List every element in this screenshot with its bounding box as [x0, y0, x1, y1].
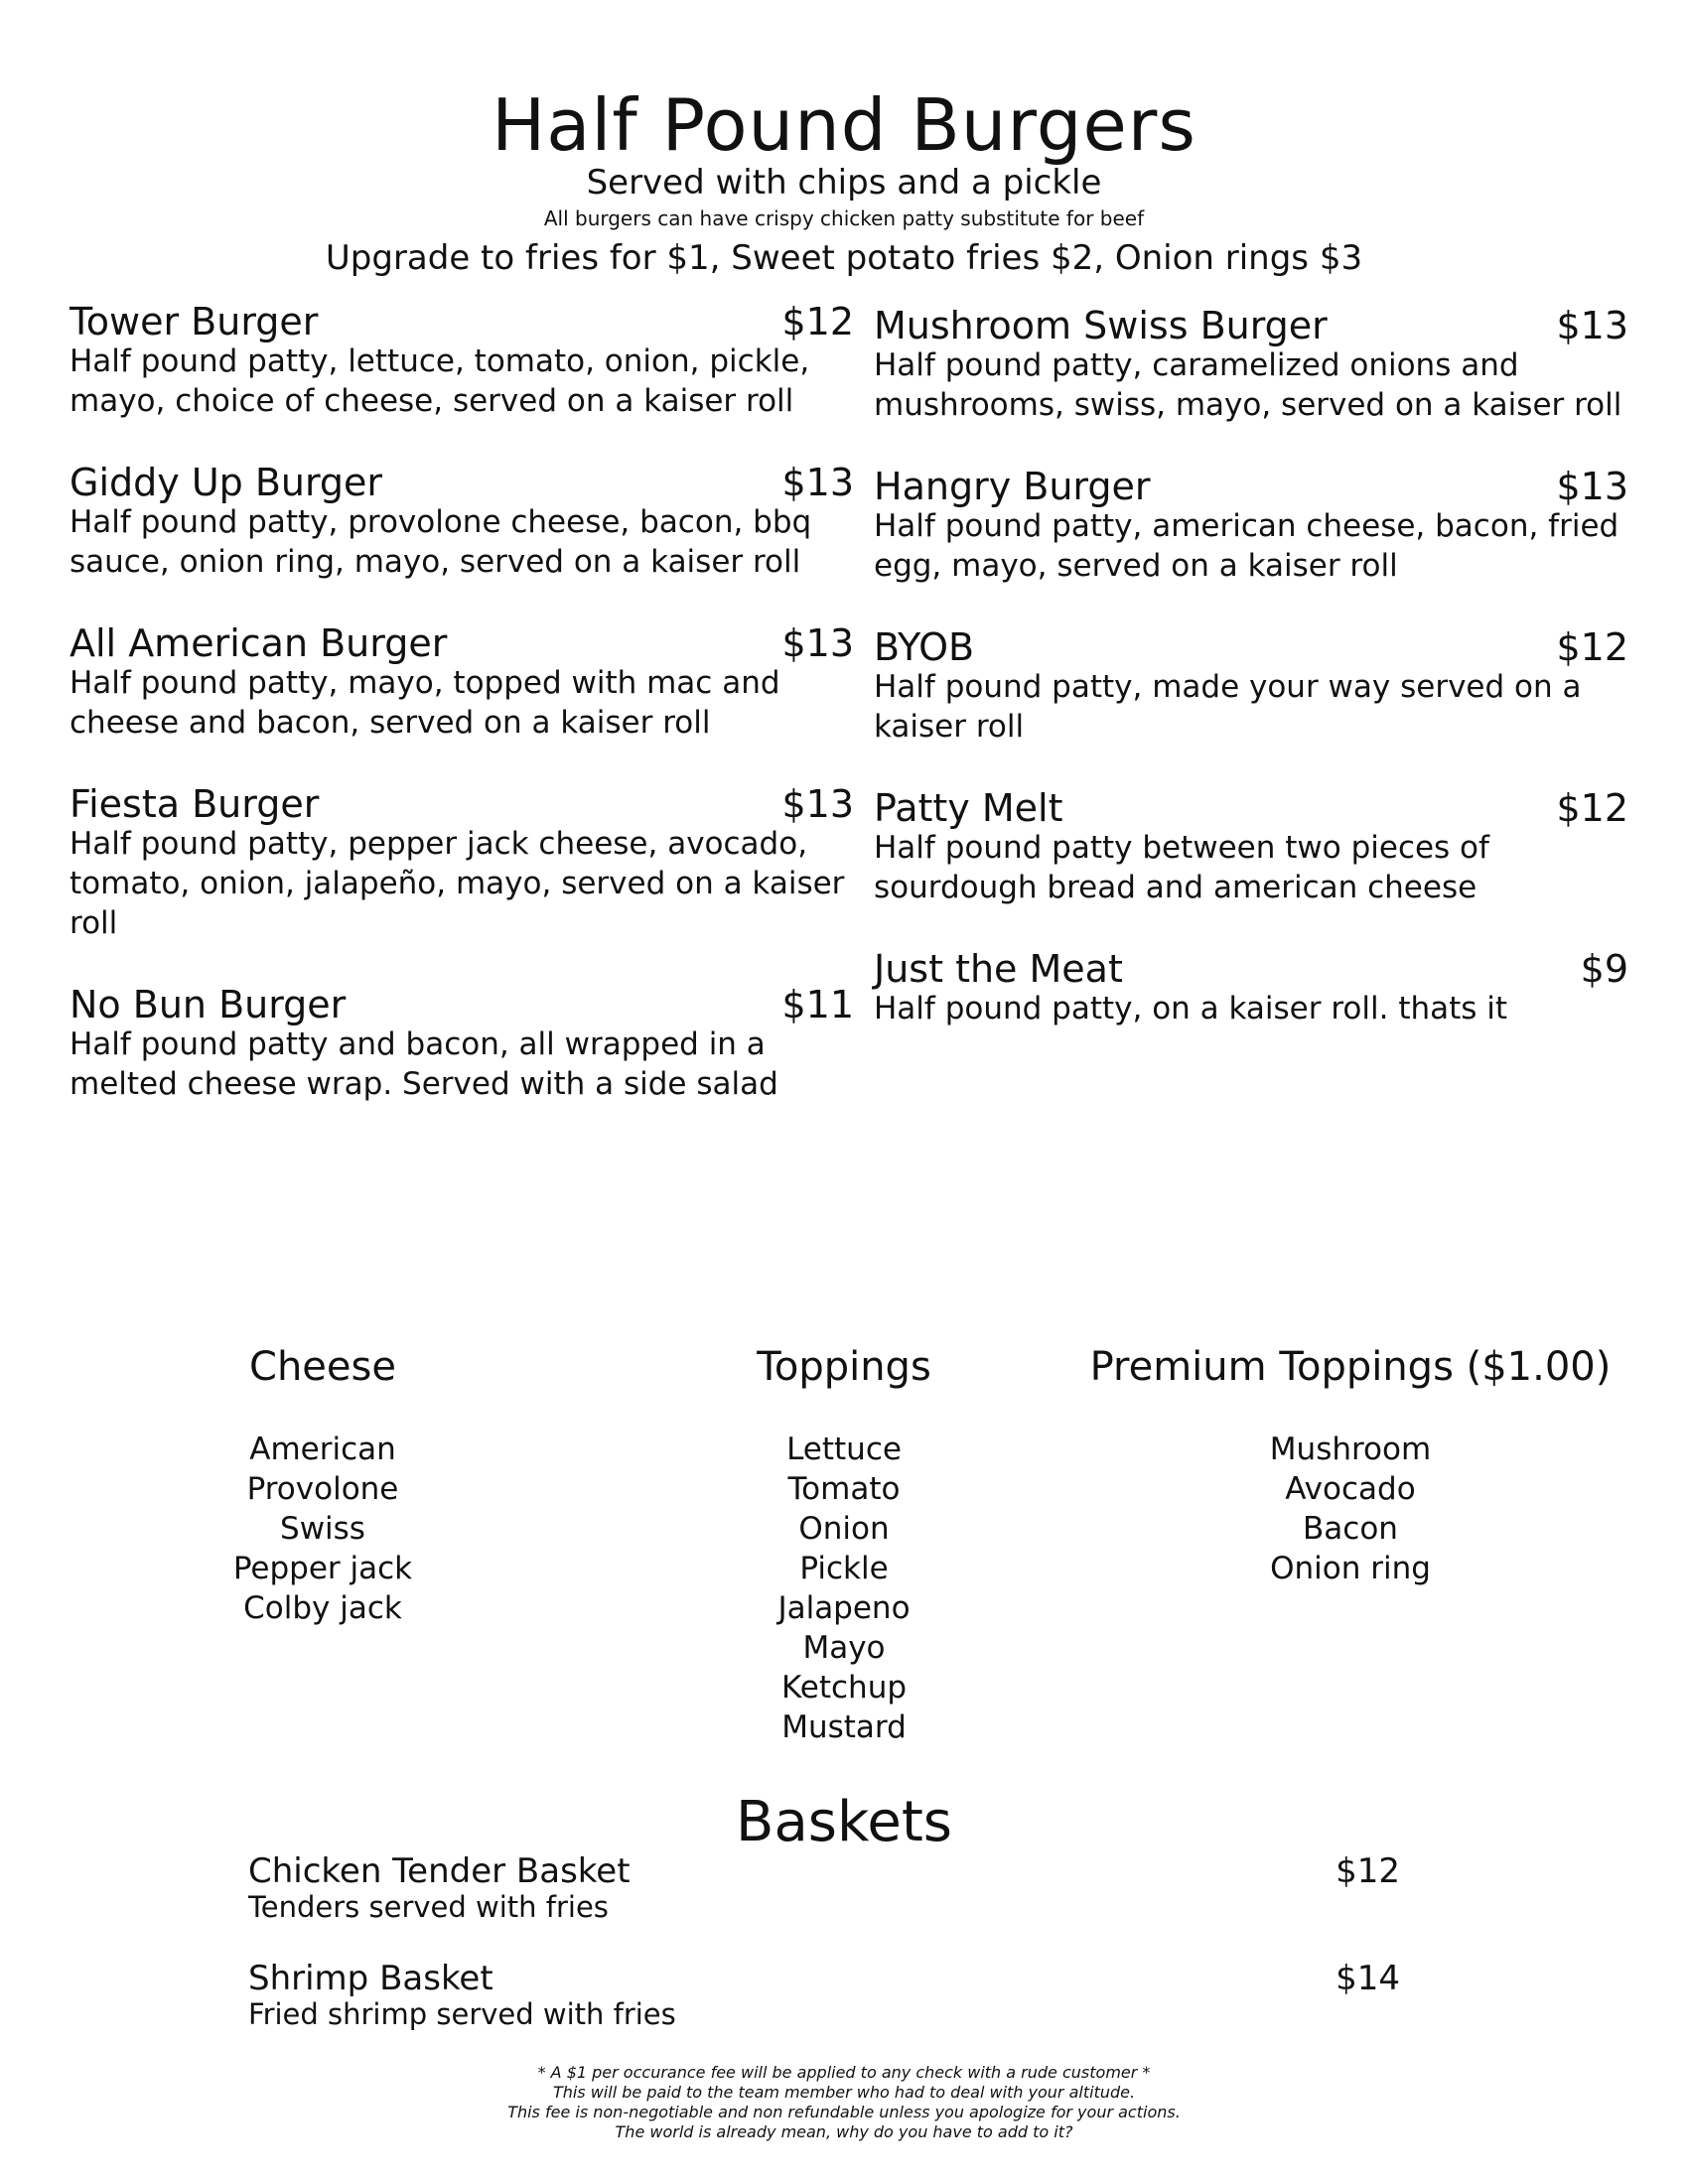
- substitute-note: All burgers can have crispy chicken patty substitute for beef: [543, 206, 1145, 230]
- item-price: $12: [781, 300, 854, 343]
- item-description: Half pound patty, lettuce, tomato, onion, pickle, mayo, choice of cheese, served on a kaiser roll: [70, 343, 810, 419]
- item-name: Tower Burger: [70, 300, 319, 343]
- options-section: [0, 1344, 1688, 1761]
- menu-item: [874, 627, 1628, 747]
- footer-line: This fee is non-negotiable and non refundable unless you apologize for your actions.: [507, 2103, 1181, 2121]
- list-item: Tomato: [787, 1471, 901, 1507]
- menu-item: [70, 985, 854, 1104]
- premium-toppings-list: [1053, 1344, 1648, 1588]
- menu-item: [874, 467, 1628, 586]
- item-name: Mushroom Swiss Burger: [874, 304, 1328, 347]
- item-price: $13: [781, 621, 854, 665]
- list-item: American: [249, 1432, 396, 1467]
- item-description: Half pound patty, pepper jack cheese, avocado, tomato, onion, jalapeño, mayo, served on a kaiser roll: [70, 826, 845, 941]
- burger-list-right: [874, 306, 1628, 1070]
- list-item: Mushroom: [1269, 1432, 1432, 1467]
- footer-line: This will be paid to the team member who had to deal with your altitude.: [552, 2083, 1136, 2102]
- item-description: Half pound patty, made your way served on a kaiser roll: [874, 669, 1582, 745]
- menu-item: [70, 623, 854, 743]
- list-item: Ketchup: [780, 1670, 908, 1706]
- premium-toppings-heading: Premium Toppings ($1.00): [1089, 1344, 1612, 1390]
- basket-item: [248, 1852, 1400, 1924]
- basket-description: Fried shrimp served with fries: [248, 1997, 676, 2031]
- item-description: Half pound patty, mayo, topped with mac and cheese and bacon, served on a kaiser roll: [70, 665, 780, 741]
- list-item: Lettuce: [786, 1432, 902, 1467]
- rude-customer-fee-notice: [0, 2063, 1688, 2142]
- item-name: All American Burger: [70, 621, 448, 665]
- basket-name: Shrimp Basket: [248, 1959, 493, 1998]
- list-item: Pepper jack: [232, 1551, 413, 1586]
- toppings-heading: Toppings: [757, 1344, 931, 1390]
- basket-price: $14: [1336, 1959, 1400, 1998]
- burger-list-left: [70, 302, 854, 1146]
- menu-title: Half Pound Burgers: [492, 83, 1196, 167]
- list-item: Provolone: [246, 1471, 399, 1507]
- list-item: Mayo: [802, 1630, 886, 1666]
- item-name: Patty Melt: [874, 786, 1063, 830]
- item-price: $12: [1556, 625, 1628, 669]
- list-item: Mustard: [781, 1709, 907, 1745]
- menu-item: [70, 463, 854, 582]
- list-item: Jalapeno: [777, 1590, 911, 1626]
- list-item: Onion: [798, 1511, 890, 1547]
- item-price: $13: [781, 461, 854, 504]
- item-description: Half pound patty, american cheese, bacon, fried egg, mayo, served on a kaiser roll: [874, 508, 1619, 584]
- item-price: $12: [1556, 786, 1628, 830]
- item-price: $13: [1556, 465, 1628, 508]
- item-description: Half pound patty, provolone cheese, bacon, bbq sauce, onion ring, mayo, served on a kaiser roll: [70, 504, 812, 580]
- menu-item: [874, 788, 1628, 907]
- cheese-heading: Cheese: [249, 1344, 396, 1390]
- list-item: Bacon: [1303, 1511, 1398, 1547]
- list-item: Colby jack: [243, 1590, 402, 1626]
- item-name: No Bun Burger: [70, 983, 347, 1026]
- item-price: $13: [1556, 304, 1628, 347]
- item-description: Half pound patty and bacon, all wrapped in a melted cheese wrap. Served with a side salad: [70, 1026, 778, 1102]
- menu-subtitle: Served with chips and a pickle: [586, 163, 1102, 203]
- item-name: Giddy Up Burger: [70, 461, 383, 504]
- list-item: Swiss: [280, 1511, 365, 1547]
- item-price: $9: [1580, 947, 1628, 991]
- footer-line: The world is already mean, why do you have to add to it?: [615, 2122, 1073, 2141]
- menu-item: [874, 949, 1628, 1028]
- list-item: Onion ring: [1270, 1551, 1431, 1586]
- basket-price: $12: [1336, 1851, 1400, 1891]
- cheese-list: [149, 1344, 496, 1628]
- item-description: Half pound patty, on a kaiser roll. thats it: [874, 991, 1508, 1026]
- item-description: Half pound patty between two pieces of sourdough bread and american cheese: [874, 830, 1489, 905]
- item-name: Fiesta Burger: [70, 782, 320, 826]
- toppings-list: [675, 1344, 1013, 1747]
- upgrade-line: Upgrade to fries for $1, Sweet potato fries $2, Onion rings $3: [325, 238, 1363, 278]
- menu-item: [70, 302, 854, 421]
- item-description: Half pound patty, caramelized onions and mushrooms, swiss, mayo, served on a kaiser roll: [874, 347, 1622, 423]
- item-name: BYOB: [874, 625, 975, 669]
- menu-item: [874, 306, 1628, 425]
- item-name: Just the Meat: [874, 947, 1123, 991]
- basket-description: Tenders served with fries: [248, 1890, 609, 1924]
- basket-item: [248, 1960, 1400, 2031]
- item-price: $13: [781, 782, 854, 826]
- basket-name: Chicken Tender Basket: [248, 1851, 631, 1891]
- item-name: Hangry Burger: [874, 465, 1151, 508]
- menu-item: [70, 784, 854, 943]
- footer-line: * A $1 per occurance fee will be applied to any check with a rude customer *: [537, 2063, 1151, 2082]
- list-item: Pickle: [799, 1551, 889, 1586]
- baskets-heading: Baskets: [736, 1790, 952, 1854]
- item-price: $11: [781, 983, 854, 1026]
- list-item: Avocado: [1285, 1471, 1416, 1507]
